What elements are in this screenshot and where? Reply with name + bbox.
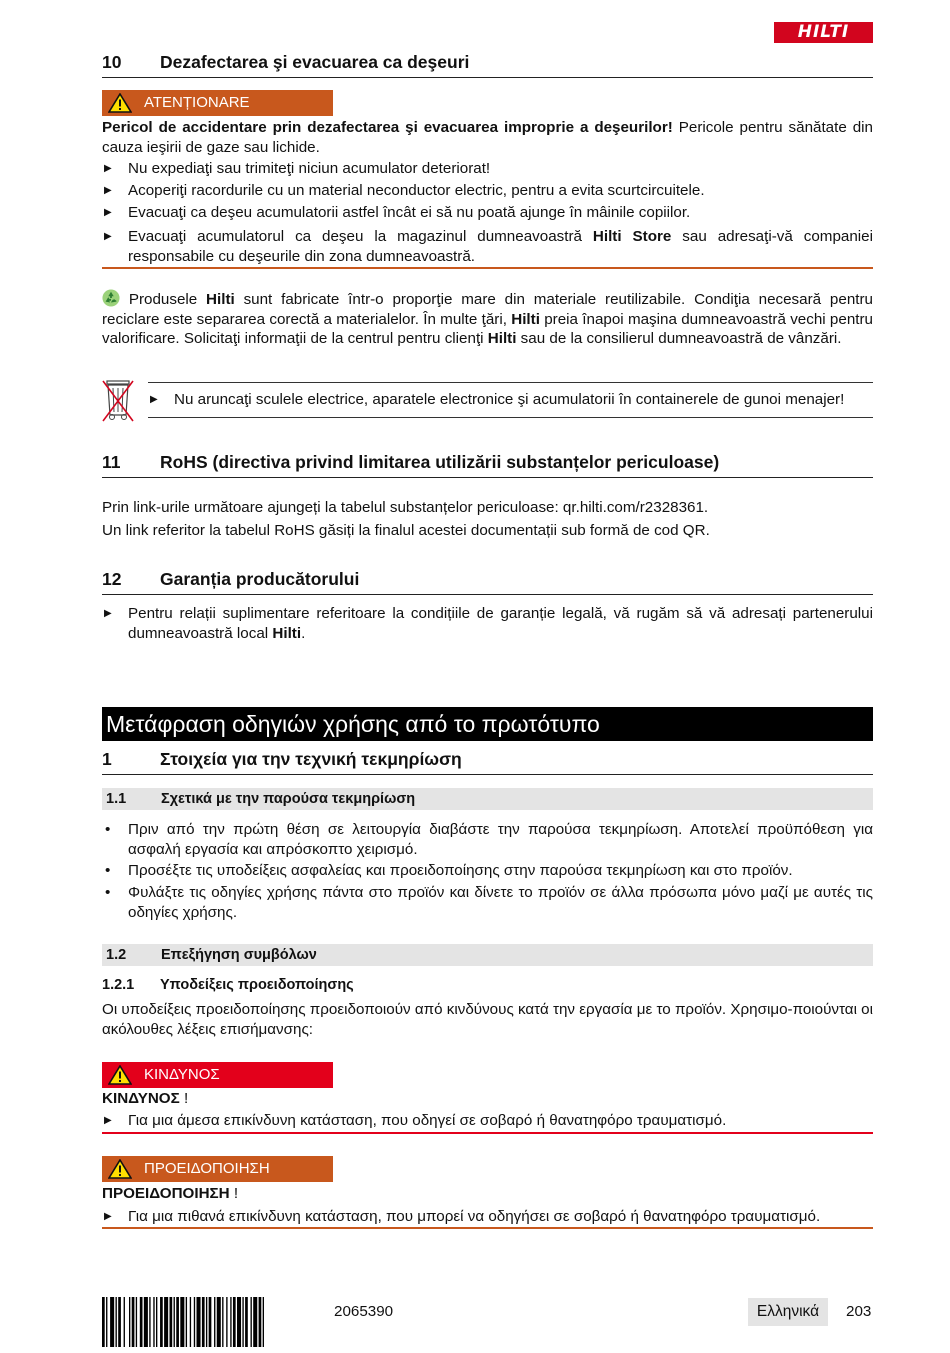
section-11-heading [102, 453, 873, 478]
list-item-text: Pentru relații suplimentare referitoare la condițiile de garanție legală, vă rugăm să vă adresați partenerului dumneavoastră local [128, 605, 873, 642]
subsection-number: 1.1 [106, 791, 127, 807]
barcode-bar [222, 1297, 223, 1347]
bullet-arrow-icon: ▶ [104, 231, 112, 242]
warning-label-box [102, 1156, 333, 1182]
warning-triangle-icon [108, 1065, 132, 1085]
barcode-bar [180, 1297, 184, 1347]
list-item [102, 227, 873, 266]
recycle-icon [102, 289, 120, 307]
barcode-bar [206, 1297, 207, 1347]
barcode-bar [253, 1297, 257, 1347]
bullet-arrow-icon: ▶ [104, 1115, 112, 1126]
barcode-bar [174, 1297, 175, 1347]
section-title: RoHS (directiva privind limitarea utilizării substanțelor periculoase) [160, 452, 720, 472]
warning-exclamation: ! [229, 1185, 239, 1202]
barcode-bar [156, 1297, 157, 1347]
barcode-bar [233, 1297, 236, 1347]
barcode-bar [251, 1297, 252, 1347]
language-tag: Ελληνικά [748, 1298, 828, 1326]
hilti-text: Hilti [206, 291, 235, 308]
barcode-bar [263, 1297, 264, 1347]
recycle-text: sau de la consilierul dumneavoastră de vânzări. [516, 330, 842, 347]
subsection-number: 1.2.1 [102, 977, 135, 993]
subsection-1-2-heading [102, 944, 873, 966]
list-item [102, 203, 873, 223]
subsection-1-1-heading [102, 788, 873, 810]
barcode-bar [149, 1297, 150, 1347]
document-number: 2065390 [334, 1303, 394, 1320]
section-10-heading [102, 53, 873, 78]
section-title: Garanția producătorului [160, 569, 360, 589]
recycle-text: sunt fabricate într-o proporţie mare din materiale reutilizabile. Condiţia necesară pentru reciclare este separarea corectă a materialelor. În multe ţări, [102, 291, 873, 328]
list-item [102, 861, 873, 881]
list-item-text: Για μια άμεσα επικίνδυνη κατάσταση, που οδηγεί σε σοβαρό ή θανατηφόρο τραυματισμό. [128, 1112, 727, 1129]
section-number: 12 [102, 569, 122, 589]
subsection-title: Επεξήγηση συμβόλων [161, 947, 317, 963]
list-item-text: Nu expediaţi sau trimiteţi niciun acumulator deteriorat! [128, 160, 491, 177]
list-item-text: Πριν από την πρώτη θέση σε λειτουργία διαβάστε την παρούσα τεκμηρίωση. Αποτελεί προϋπόθεση για ασφαλή εργασία και απρόσκοπτο χειρισμό. [128, 821, 873, 858]
barcode-bar [136, 1297, 137, 1347]
barcode-bar [194, 1297, 195, 1347]
hilti-logo: HILTI [774, 22, 873, 43]
barcode-bar [160, 1297, 163, 1347]
bullet-dot-icon: • [105, 862, 111, 879]
barcode-bar [186, 1297, 187, 1347]
section-title: Στοιχεία για την τεχνική τεκμηρίωση [160, 749, 462, 769]
barcode-bar [202, 1297, 205, 1347]
barcode-bar [245, 1297, 248, 1347]
recycling-paragraph [102, 289, 873, 349]
list-item [102, 604, 873, 643]
section-title: Dezafectarea şi evacuarea ca deşeuri [160, 52, 470, 72]
warning-word: ΠΡΟΕΙΔΟΠΟΙΗΣΗ [102, 1185, 230, 1202]
warning-end-rule [102, 1227, 873, 1229]
barcode-bar [226, 1297, 227, 1347]
list-item-text: Φυλάξτε τις οδηγίες χρήσης πάντα στο προϊόν και δίνετε το προϊόν σε άλλα πρόσωπα μόνο μαζί με αυτές τις οδηγίες χρήσης. [128, 884, 873, 921]
subsection-title: Σχετικά με την παρούσα τεκμηρίωση [161, 791, 416, 807]
danger-end-rule [102, 1132, 873, 1134]
rohs-line-1: Prin link-urile următoare ajungeți la tabelul substanțelor periculoase: qr.hilti.com/r2328361. [102, 499, 709, 516]
hazard-intro-bold: Pericol de accidentare prin dezafectarea şi evacuarea improprie a deşeurilor! [102, 119, 673, 136]
bin-note [148, 390, 873, 410]
warning-label-box [102, 90, 333, 116]
bullet-arrow-icon: ▶ [104, 185, 112, 196]
barcode-bar [259, 1297, 262, 1347]
recycle-text: preia înapoi maşina dumneavoastră vechi pentru valorificare. Solicitaţi informaţii de la centrul pentru clienţi [102, 310, 874, 347]
barcode-bar [190, 1297, 191, 1347]
bullet-arrow-icon: ▶ [150, 394, 158, 405]
barcode-bar [170, 1297, 173, 1347]
list-item-text: Evacuaţi ca deşeu acumulatorii astfel încât ei să nu poată ajunge în mâinile copiilor. [128, 204, 691, 221]
list-item-text: Προσέξτε τις υποδείξεις ασφαλείας και προειδοποίησης στην παρούσα τεκμηρίωση και στο προϊόν. [128, 862, 793, 879]
barcode-bar [116, 1297, 117, 1347]
barcode-bar [197, 1297, 201, 1347]
bullet-arrow-icon: ▶ [104, 1211, 112, 1222]
crossed-bin-icon [101, 377, 135, 423]
list-item-text: . [301, 624, 306, 642]
danger-exclamation: ! [179, 1090, 189, 1107]
list-item [102, 1207, 873, 1227]
warning-label-text: ΠΡΟΕΙΔΟΠΟΙΗΣΗ [144, 1160, 270, 1177]
barcode-bar [217, 1297, 221, 1347]
list-item-text: Acoperiţi racordurile cu un material neconductor electric, pentru a evita scurtcircuitele. [128, 182, 705, 199]
barcode-bar [140, 1297, 143, 1347]
warning-label-text: ATENȚIONARE [144, 94, 250, 111]
barcode-bar [164, 1297, 168, 1347]
hilti-text: Hilti [511, 310, 540, 328]
warning-notes-intro: Οι υποδείξεις προειδοποίησης προειδοποιούν από κινδύνους κατά την εργασία με το προϊόν. Χρησιμο-ποιούνται οι ακόλουθες λέξεις επισήμανσης: [102, 1001, 873, 1038]
barcode-bar [102, 1297, 105, 1347]
bin-note-text: Nu aruncaţi sculele electrice, aparatele electronice şi acumulatorii în containerele de gunoi menajer! [174, 391, 845, 408]
language-section-banner: Μετάφραση οδηγιών χρήσης από το πρωτότυπο [102, 707, 873, 741]
bin-note-rule-bottom [148, 417, 873, 418]
barcode-bar [110, 1297, 114, 1347]
barcode-bar [124, 1297, 125, 1347]
hilti-store-text: Hilti Store [592, 228, 672, 245]
warning-triangle-icon [108, 1159, 132, 1179]
barcode-bar [118, 1297, 121, 1347]
subsection-1-2-1-heading [102, 976, 354, 996]
rohs-line-2: Un link referitor la tabelul RoHS găsiți la finalul acestei documentații sub formă de cod QR. [102, 522, 710, 539]
bullet-arrow-icon: ▶ [104, 207, 112, 218]
recycle-text: Produsele [120, 291, 207, 308]
section-12-heading [102, 570, 873, 595]
barcode-bar [209, 1297, 212, 1347]
section-number: 10 [102, 52, 122, 72]
list-item-text: Evacuaţi acumulatorul ca deşeu la magazinul dumneavoastră [128, 228, 593, 245]
barcode-bar [237, 1297, 241, 1347]
barcode-bar [153, 1297, 154, 1347]
list-item [102, 159, 873, 179]
barcode-bar [214, 1297, 215, 1347]
danger-label-box [102, 1062, 333, 1088]
subsection-title: Υποδείξεις προειδοποίησης [160, 977, 354, 993]
bullet-dot-icon: • [105, 821, 111, 838]
barcode-bar [144, 1297, 148, 1347]
barcode-bar [129, 1297, 130, 1347]
greek-section-1-heading [102, 750, 873, 775]
list-item [102, 820, 873, 859]
danger-word: ΚΙΝΔΥΝΟΣ [102, 1090, 180, 1107]
barcode-bar [230, 1297, 231, 1347]
list-item-text: Για μια πιθανά επικίνδυνη κατάσταση, που μπορεί να οδηγήσει σε σοβαρό ή θανατηφόρο τραυματισμό. [128, 1208, 821, 1225]
hilti-text: Hilti [487, 330, 517, 347]
list-item [102, 181, 873, 201]
warning-signal-word [102, 1184, 873, 1204]
list-item-text: sau adresaţi-vă companiei responsabile cu deşeurile din zona dumneavoastră. [128, 228, 873, 265]
bin-note-rule-top [148, 382, 873, 383]
hazard-intro-rest: Pericole pentru sănătate din cauza ieşirii de gaze sau lichide. [102, 119, 873, 156]
hilti-text: Hilti [272, 624, 302, 642]
subsection-number: 1.2 [106, 947, 127, 963]
section-number: 1 [102, 749, 112, 769]
barcode-bar [242, 1297, 243, 1347]
bullet-arrow-icon: ▶ [104, 608, 112, 619]
danger-signal-word [102, 1089, 873, 1109]
page-number: 203 [846, 1303, 872, 1320]
section-number: 11 [102, 452, 121, 472]
barcode-bar [132, 1297, 135, 1347]
bullet-arrow-icon: ▶ [104, 163, 112, 174]
barcode-bar [176, 1297, 179, 1347]
bullet-dot-icon: • [105, 884, 111, 901]
list-item [102, 1111, 873, 1131]
warning-end-rule [102, 267, 873, 269]
danger-label-text: ΚΙΝΔΥΝΟΣ [144, 1066, 220, 1083]
hazard-intro [102, 118, 873, 157]
barcode [102, 1297, 322, 1347]
barcode-bar [106, 1297, 107, 1347]
list-item [102, 883, 873, 922]
warning-triangle-icon [108, 93, 132, 113]
